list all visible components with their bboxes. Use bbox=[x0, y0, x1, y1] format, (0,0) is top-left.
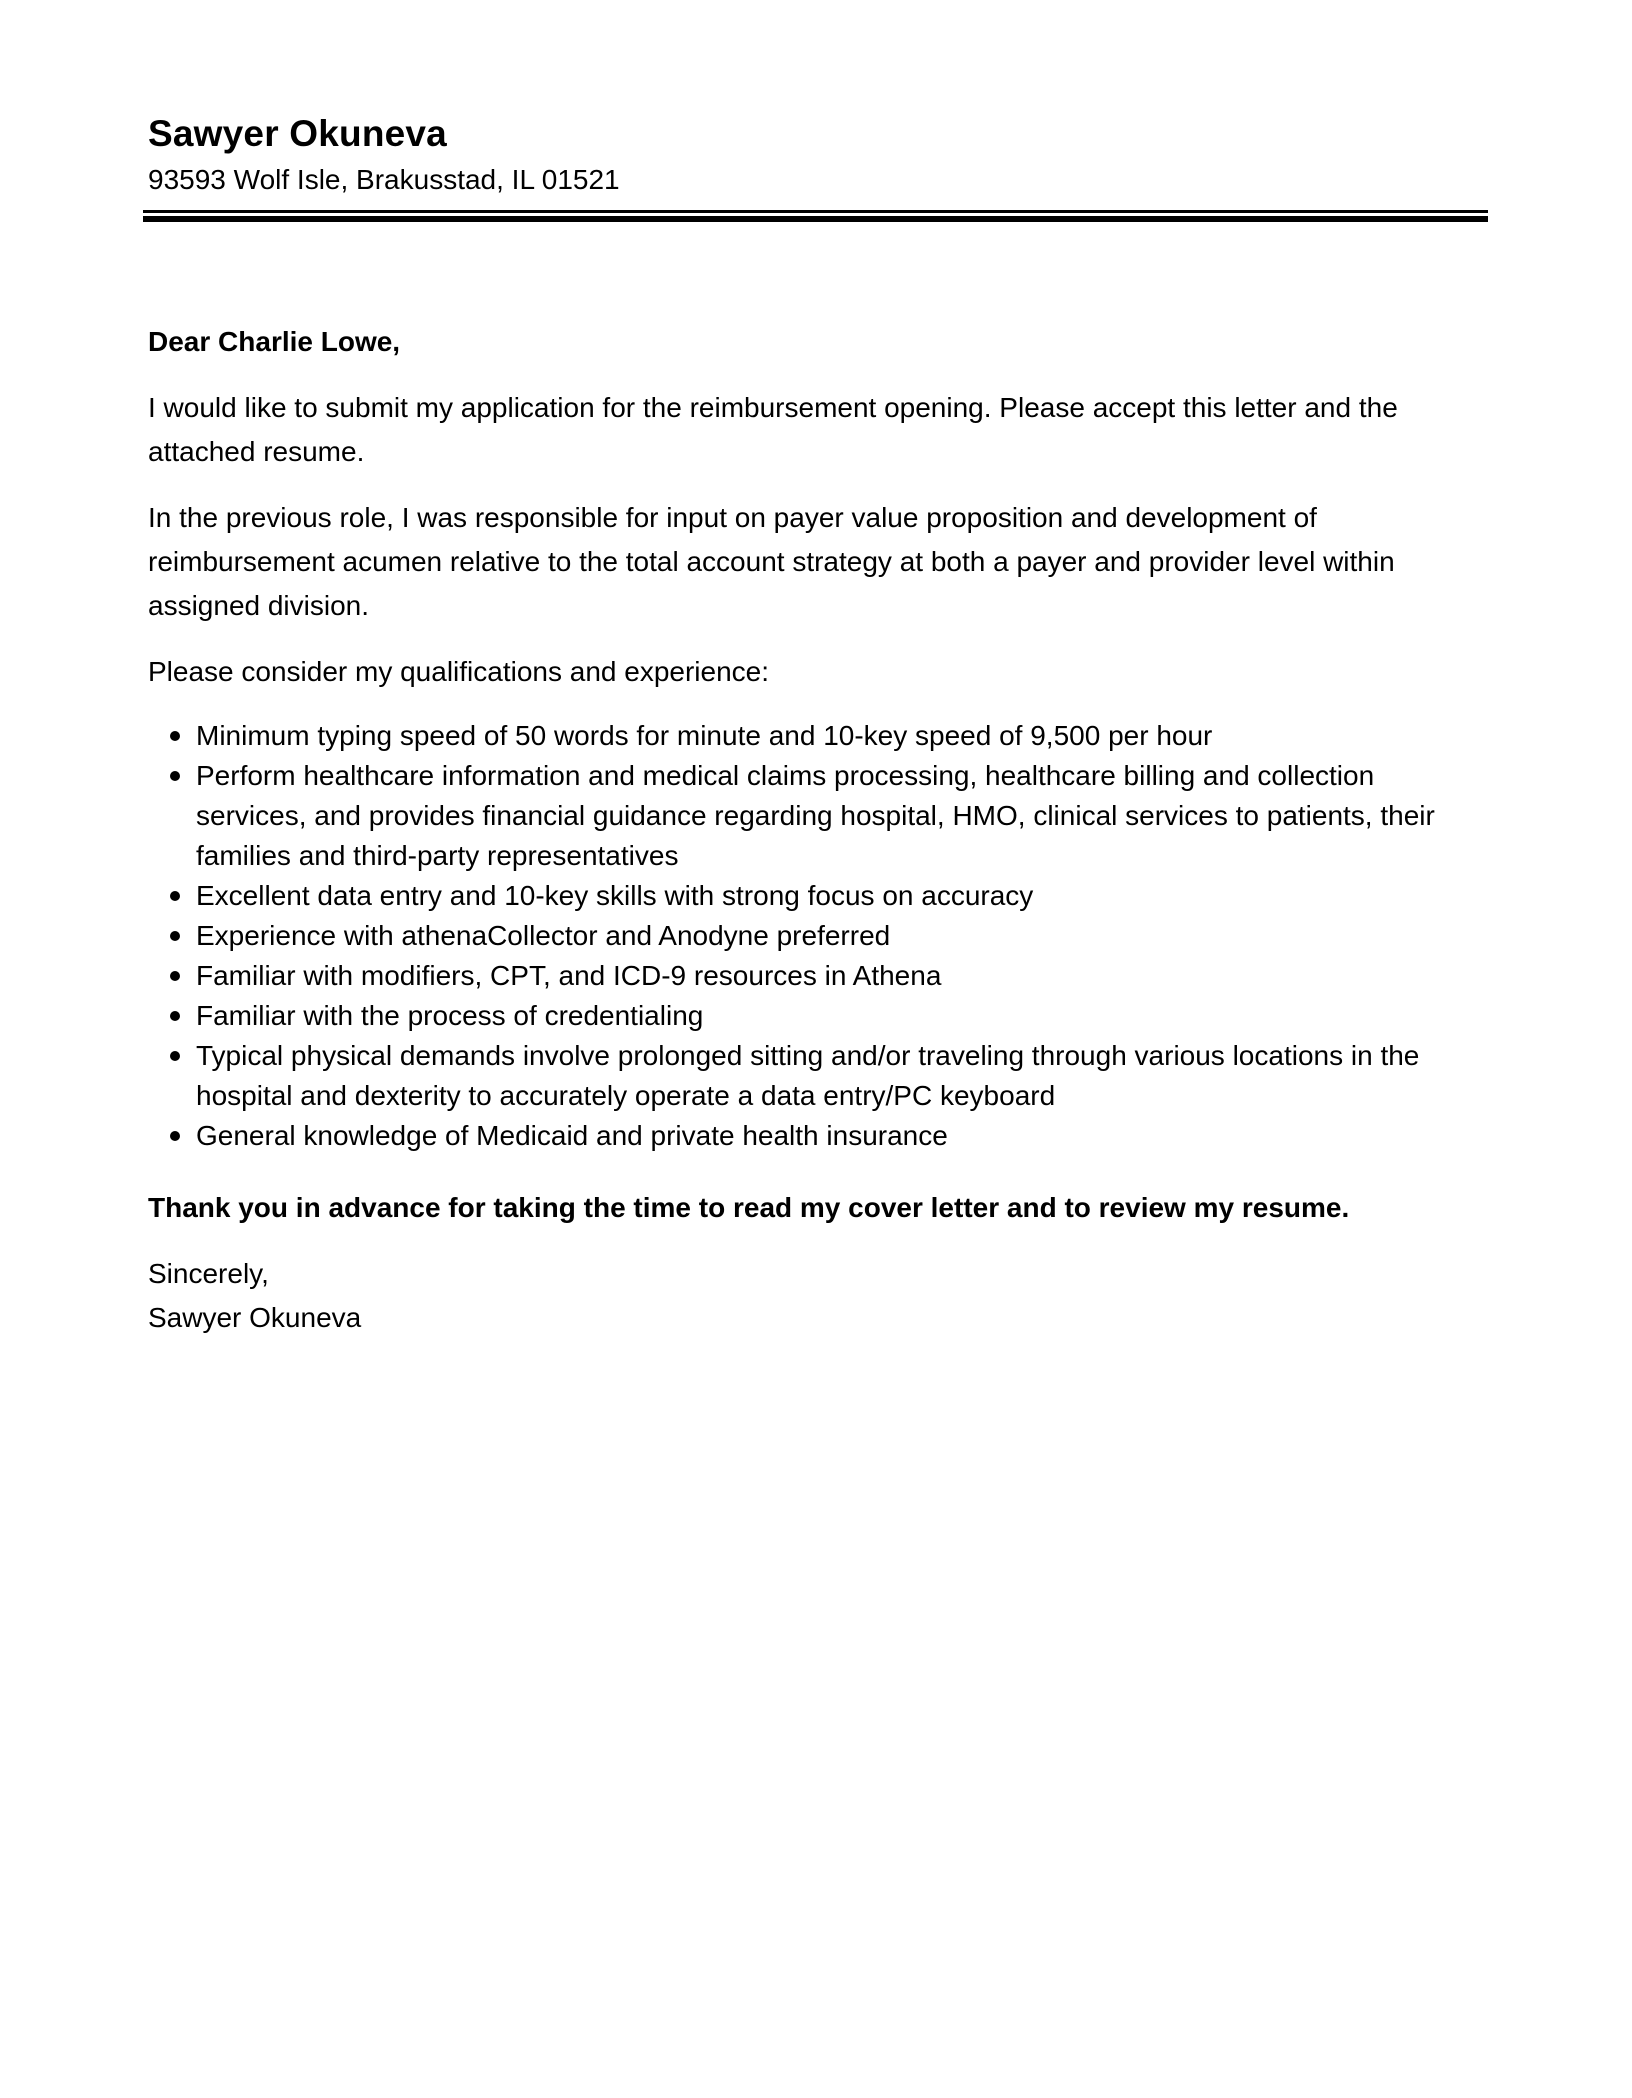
valediction: Sincerely, bbox=[148, 1258, 269, 1289]
letter-body bbox=[148, 320, 1488, 1340]
qualifications-list bbox=[148, 716, 1488, 1156]
closing-statement: Thank you in advance for taking the time to read my cover letter and to review my resume. bbox=[148, 1192, 1350, 1223]
list-item: Familiar with modifiers, CPT, and ICD-9 resources in Athena bbox=[148, 956, 1488, 996]
header-divider bbox=[143, 210, 1488, 222]
qualifications-intro: Please consider my qualifications and experience: bbox=[148, 656, 770, 687]
salutation: Dear Charlie Lowe, bbox=[148, 326, 401, 357]
signature-name: Sawyer Okuneva bbox=[148, 1302, 362, 1333]
sender-address: 93593 Wolf Isle, Brakusstad, IL 01521 bbox=[148, 164, 620, 195]
sender-name: Sawyer Okuneva bbox=[148, 113, 447, 154]
list-item: Typical physical demands involve prolonged sitting and/or traveling through various locations in the hospital and dexterity to accurately operate a data entry/PC keyboard bbox=[148, 1036, 1488, 1116]
divider-thick-line bbox=[143, 216, 1488, 222]
experience-paragraph: In the previous role, I was responsible for input on payer value proposition and development of reimbursement acumen relative to the total account strategy at both a payer and provider level within assigned division. bbox=[148, 502, 1395, 621]
signoff-block bbox=[148, 1252, 1488, 1340]
list-item: Experience with athenaCollector and Anodyne preferred bbox=[148, 916, 1488, 956]
list-item: Familiar with the process of credentialing bbox=[148, 996, 1488, 1036]
list-item: General knowledge of Medicaid and private health insurance bbox=[148, 1116, 1488, 1156]
list-item: Excellent data entry and 10-key skills with strong focus on accuracy bbox=[148, 876, 1488, 916]
intro-paragraph: I would like to submit my application for the reimbursement opening. Please accept this letter and the attached resume. bbox=[148, 392, 1398, 467]
list-item: Minimum typing speed of 50 words for minute and 10-key speed of 9,500 per hour bbox=[148, 716, 1488, 756]
list-item: Perform healthcare information and medical claims processing, healthcare billing and collection services, and provides financial guidance regarding hospital, HMO, clinical services to patients, their families and third-party representatives bbox=[148, 756, 1488, 876]
letter-header bbox=[148, 108, 1488, 200]
